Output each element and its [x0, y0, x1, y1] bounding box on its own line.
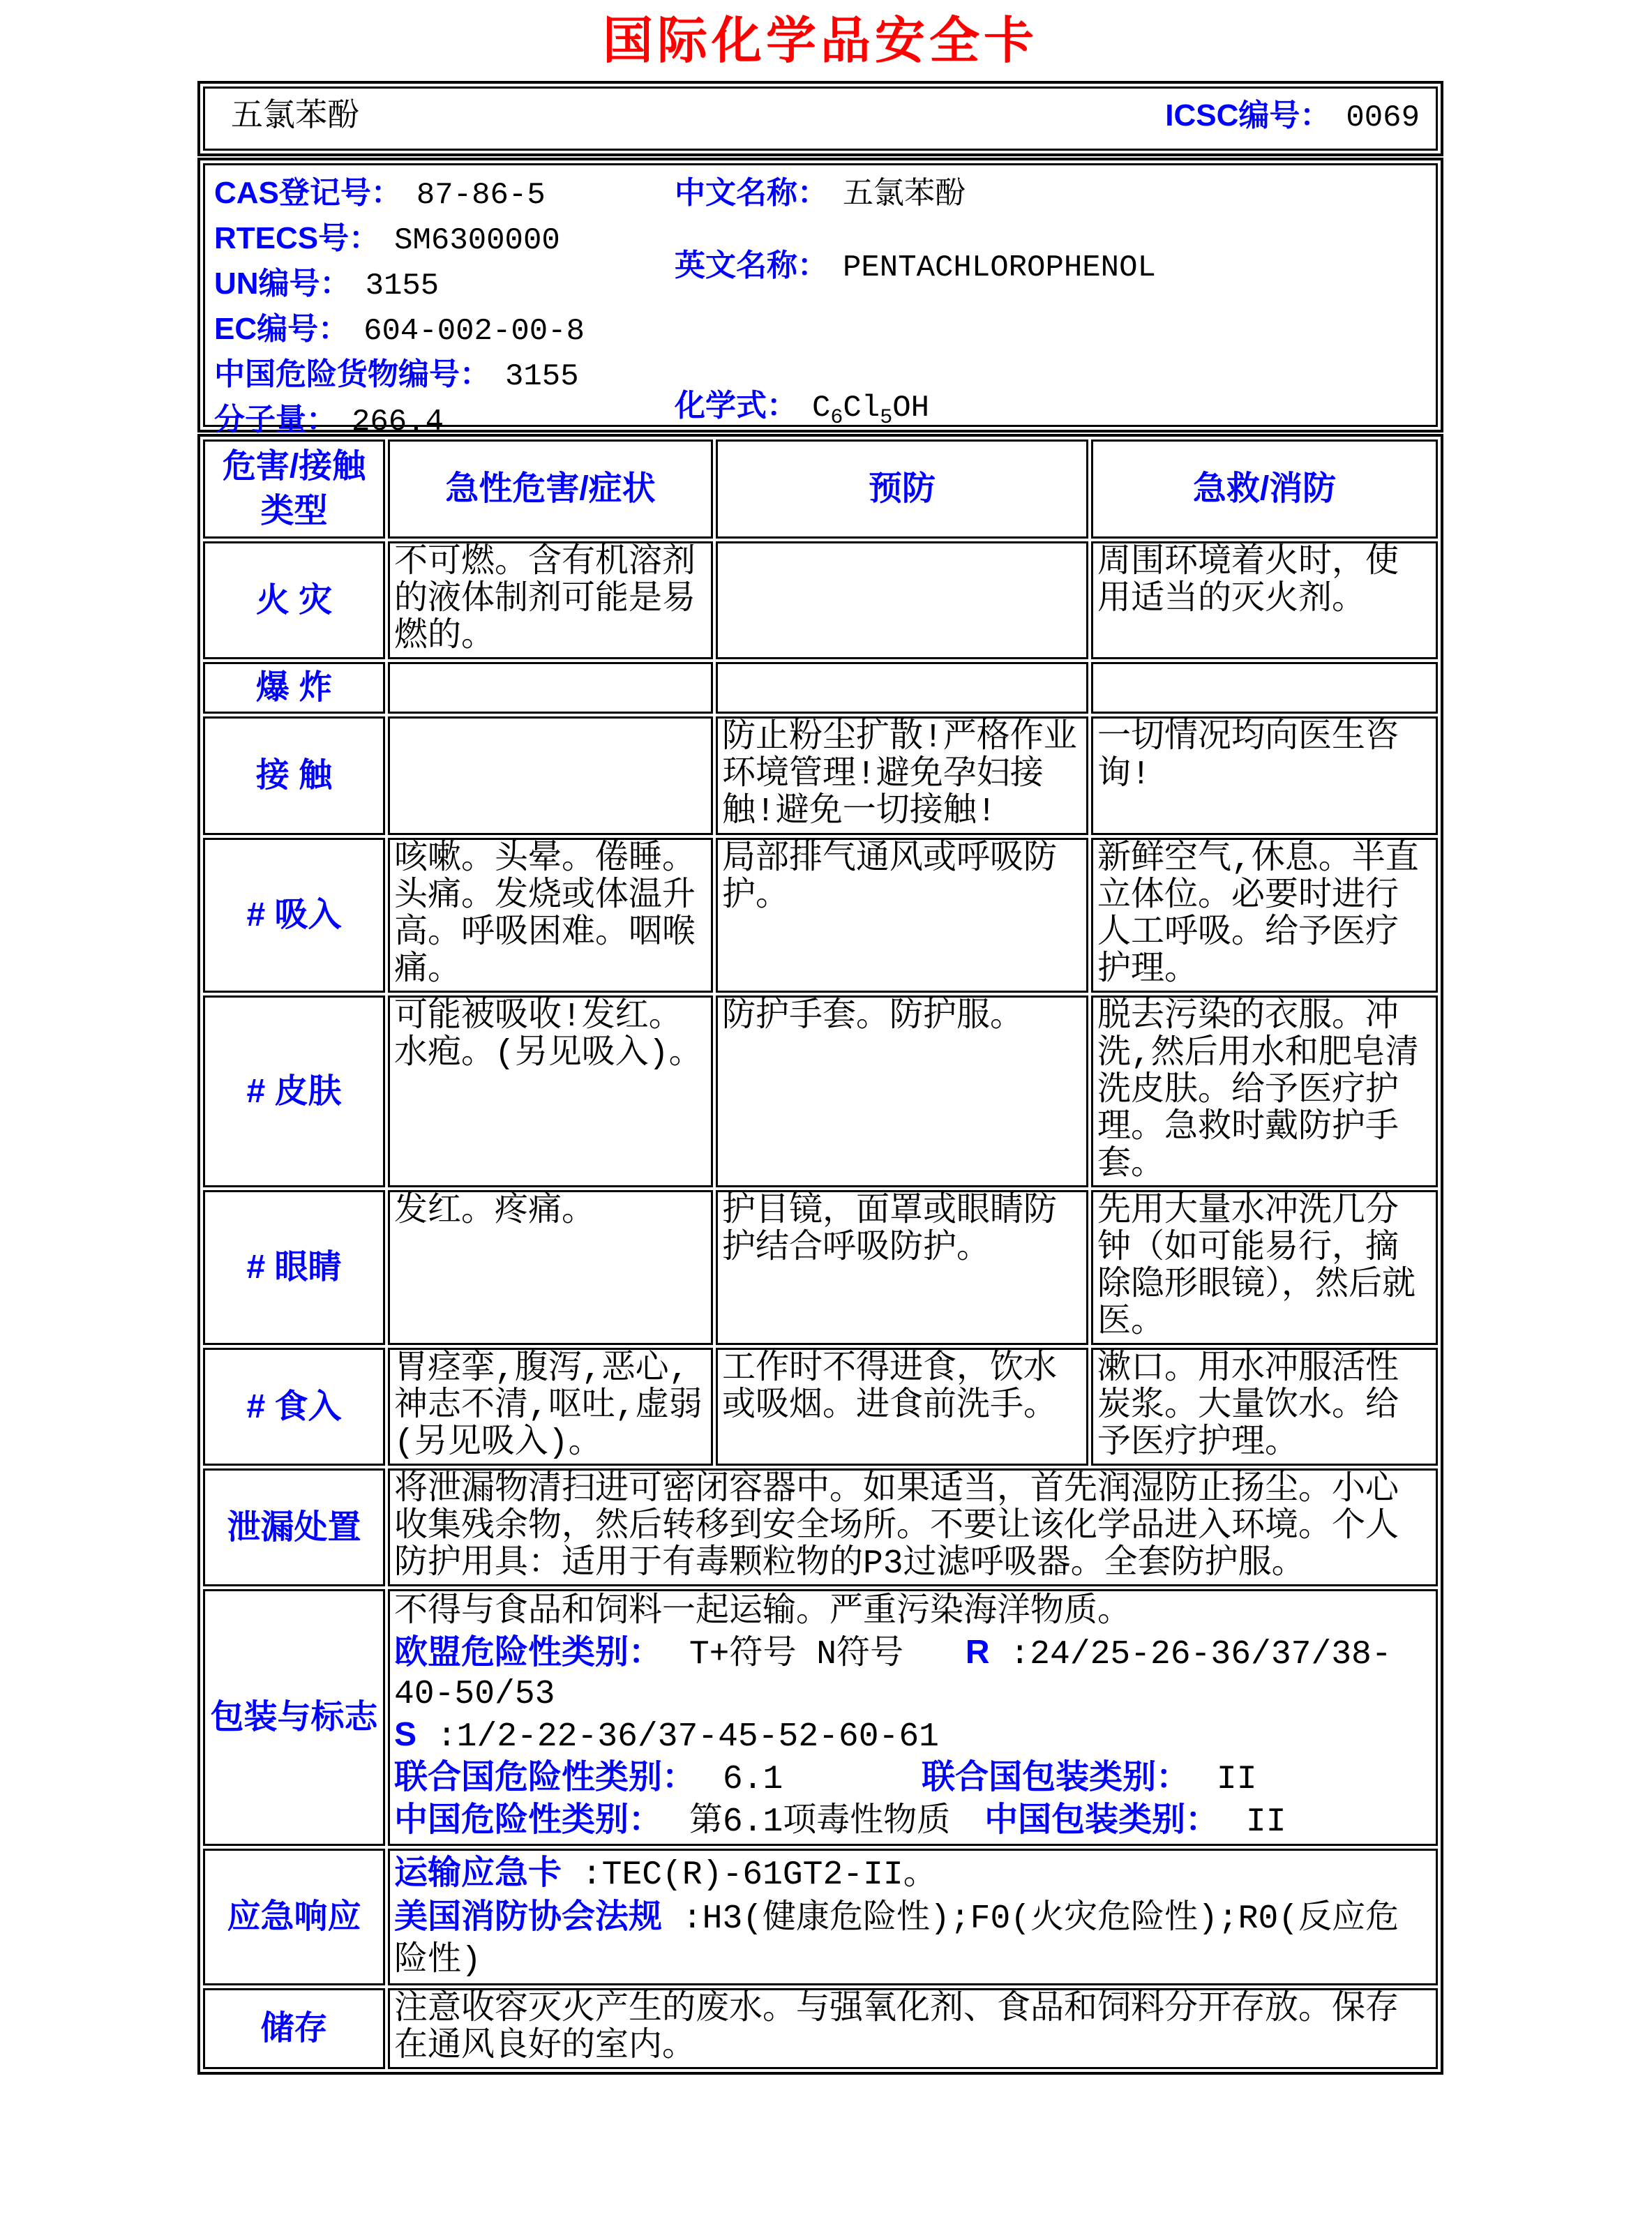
header-acute-symptoms: 急性危害/症状 — [388, 439, 713, 539]
rtecs-number-label: RTECS号： — [214, 221, 380, 256]
identification-left-column — [214, 172, 585, 444]
cn-packing-group-value: II — [1245, 1803, 1286, 1842]
chemical-formula-row — [675, 384, 929, 439]
molecular-weight-value: 266.4 — [352, 405, 444, 440]
emergency-response-content — [388, 1849, 1438, 1985]
fire-symptoms: 不可燃。含有机溶剂的液体制剂可能是易燃的。 — [388, 541, 713, 659]
chinese-name-value: 五氯苯酚 — [843, 178, 966, 213]
molecular-weight-label: 分子量： — [214, 403, 337, 437]
inhalation-first-aid: 新鲜空气,休息。半直立体位。必要时进行人工呼吸。给予医疗护理。 — [1091, 838, 1438, 993]
exposure-prevention: 防止粉尘扩散!严格作业环境管理!避免孕妇接触!避免一切接触! — [716, 716, 1088, 835]
packaging-un-line — [394, 1757, 1432, 1800]
inhalation-category: # 吸入 — [203, 838, 385, 993]
un-packing-group-value: II — [1216, 1761, 1257, 1799]
skin-symptoms: 可能被吸收!发红。水疱。(另见吸入)。 — [388, 995, 713, 1187]
exposure-symptoms — [388, 716, 713, 835]
cn-hazard-class-label: 中国危险性类别： — [394, 1801, 663, 1839]
table-row-exposure — [203, 716, 1438, 835]
china-dangerous-goods-number-label: 中国危险货物编号： — [214, 357, 490, 392]
skin-category: # 皮肤 — [203, 995, 385, 1187]
packaging-labeling-content — [388, 1589, 1438, 1846]
ingestion-first-aid: 漱口。用水冲服活性炭浆。大量饮水。给予医疗护理。 — [1091, 1348, 1438, 1466]
ec-number-label: EC编号： — [214, 312, 350, 347]
header-hazard-type: 危害/接触类型 — [203, 439, 385, 539]
un-number-value: 3155 — [365, 269, 440, 304]
r-phrases-label: R — [965, 1634, 990, 1671]
un-hazard-class-value: 6.1 — [722, 1761, 783, 1799]
eyes-symptoms: 发红。疼痛。 — [388, 1190, 713, 1345]
skin-first-aid: 脱去污染的衣服。冲洗,然后用水和肥皂清洗皮肤。给予医疗护理。急救时戴防护手套。 — [1091, 995, 1438, 1187]
s-phrases-value: :1/2-22-36/37-45-52-60-61 — [436, 1718, 939, 1757]
card-header-cell — [203, 87, 1438, 151]
explosion-category: 爆 炸 — [203, 662, 385, 714]
hazard-table-header-row — [203, 439, 1438, 539]
inhalation-symptoms: 咳嗽。头晕。倦睡。头痛。发烧或体温升高。呼吸困难。咽喉痛。 — [388, 838, 713, 993]
china-dangerous-goods-number-row — [214, 353, 585, 398]
icsc-number-value: 0069 — [1346, 100, 1420, 135]
packaging-labeling-category: 包装与标志 — [203, 1589, 385, 1846]
table-row-eyes — [203, 1190, 1438, 1345]
ingestion-symptoms: 胃痉挛,腹泻,恶心,神志不清,呕吐,虚弱(另见吸入)。 — [388, 1348, 713, 1466]
ingestion-category: # 食入 — [203, 1348, 385, 1466]
header-first-aid: 急救/消防 — [1091, 439, 1438, 539]
chinese-name-row — [675, 172, 966, 217]
english-name-value: PENTACHLOROPHENOL — [843, 250, 1156, 286]
fire-category: 火 灾 — [203, 541, 385, 659]
rtecs-number-value: SM6300000 — [394, 223, 560, 259]
page-title: 国际化学品安全卡 — [602, 13, 1038, 69]
exposure-category: 接 触 — [203, 716, 385, 835]
explosion-first-aid — [1091, 662, 1438, 714]
explosion-symptoms — [388, 662, 713, 714]
spill-disposal-text: 将泄漏物清扫进可密闭容器中。如果适当，首先润湿防止扬尘。小心收集残余物，然后转移到安全场所。不要让该化学品进入环境。个人防护用具：适用于有毒颗粒物的P3过滤呼吸器。全套防护服。 — [388, 1468, 1438, 1586]
packaging-cn-line — [394, 1800, 1432, 1842]
r-phrases-value: :24/25-26-36/37/38-40-50/53 — [394, 1636, 1392, 1714]
un-number-label: UN编号： — [214, 266, 351, 301]
packaging-s-line — [394, 1715, 1432, 1757]
header-prevention: 预防 — [716, 439, 1088, 539]
storage-text: 注意收容灭火产生的废水。与强氧化剂、食品和饲料分开存放。保存在通风良好的室内。 — [388, 1988, 1438, 2069]
eu-hazard-class-value: T+符号 N符号 — [689, 1636, 904, 1674]
cas-number-label: CAS登记号： — [214, 176, 402, 211]
fire-prevention — [716, 541, 1088, 659]
packaging-eu-line — [394, 1632, 1432, 1715]
cn-hazard-class-value: 第6.1项毒性物质 — [689, 1803, 951, 1842]
un-hazard-class-label: 联合国危险性类别： — [394, 1759, 696, 1796]
nfpa-code-value: :H3(健康危险性);F0(火灾危险性);R0(反应危险性) — [394, 1900, 1399, 1981]
table-row-emergency-response — [203, 1849, 1438, 1985]
icsc-card — [197, 11, 1443, 2075]
table-row-explosion — [203, 662, 1438, 714]
identification-cell — [203, 163, 1438, 440]
identification-box — [197, 158, 1443, 440]
skin-prevention: 防护手套。防护服。 — [716, 995, 1088, 1187]
transport-emergency-card-label: 运输应急卡 — [394, 1854, 562, 1892]
eu-hazard-class-label: 欧盟危险性类别： — [394, 1634, 663, 1671]
rtecs-number-row — [214, 217, 585, 262]
eyes-category: # 眼睛 — [203, 1190, 385, 1345]
storage-category: 储存 — [203, 1988, 385, 2069]
table-row-fire — [203, 541, 1438, 659]
substance-name: 五氯苯酚 — [231, 99, 359, 136]
fire-first-aid: 周围环境着火时，使用适当的灭火剂。 — [1091, 541, 1438, 659]
ec-number-row — [214, 308, 585, 353]
emergency-response-category: 应急响应 — [203, 1849, 385, 1985]
cas-number-value: 87-86-5 — [416, 178, 546, 213]
packaging-transport-note: 不得与食品和饲料一起运输。严重污染海洋物质。 — [394, 1593, 1132, 1632]
s-phrases-label: S — [394, 1716, 417, 1754]
exposure-first-aid: 一切情况均向医生咨询! — [1091, 716, 1438, 835]
english-name-row — [675, 244, 1156, 290]
english-name-label: 英文名称： — [675, 248, 828, 283]
card-header-box — [197, 81, 1443, 156]
ec-number-value: 604-002-00-8 — [363, 314, 585, 350]
table-row-packaging-labeling — [203, 1589, 1438, 1846]
ingestion-prevention: 工作时不得进食，饮水或吸烟。进食前洗手。 — [716, 1348, 1088, 1466]
explosion-prevention — [716, 662, 1088, 714]
transport-emergency-card-line — [394, 1852, 1432, 1896]
china-dangerous-goods-number-value: 3155 — [505, 359, 579, 395]
table-row-spill-disposal — [203, 1468, 1438, 1586]
icsc-number-label: ICSC编号： — [1165, 98, 1331, 133]
nfpa-code-label: 美国消防协会法规 — [394, 1898, 663, 1936]
table-row-skin — [203, 995, 1438, 1187]
icsc-number-group — [1165, 90, 1420, 135]
chinese-name-label: 中文名称： — [675, 176, 828, 211]
spill-disposal-category: 泄漏处置 — [203, 1468, 385, 1586]
chemical-formula-label: 化学式： — [675, 389, 797, 423]
table-row-inhalation — [203, 838, 1438, 993]
transport-emergency-card-value: :TEC(R)-61GT2-II。 — [581, 1856, 937, 1895]
un-packing-group-label: 联合国包装类别： — [922, 1759, 1190, 1796]
hazard-table — [197, 434, 1443, 2075]
eyes-first-aid: 先用大量水冲洗几分钟（如可能易行，摘除隐形眼镜），然后就医。 — [1091, 1190, 1438, 1345]
table-row-storage — [203, 1988, 1438, 2069]
molecular-weight-row — [214, 398, 585, 444]
un-number-row — [214, 262, 585, 308]
inhalation-prevention: 局部排气通风或呼吸防护。 — [716, 838, 1088, 993]
chemical-formula-value: $C_6Cl_5OH$ — [812, 391, 930, 430]
cas-number-row — [214, 172, 585, 217]
table-row-ingestion — [203, 1348, 1438, 1466]
cn-packing-group-label: 中国包装类别： — [984, 1801, 1219, 1839]
nfpa-code-line — [394, 1896, 1432, 1982]
eyes-prevention: 护目镜，面罩或眼睛防护结合呼吸防护。 — [716, 1190, 1088, 1345]
